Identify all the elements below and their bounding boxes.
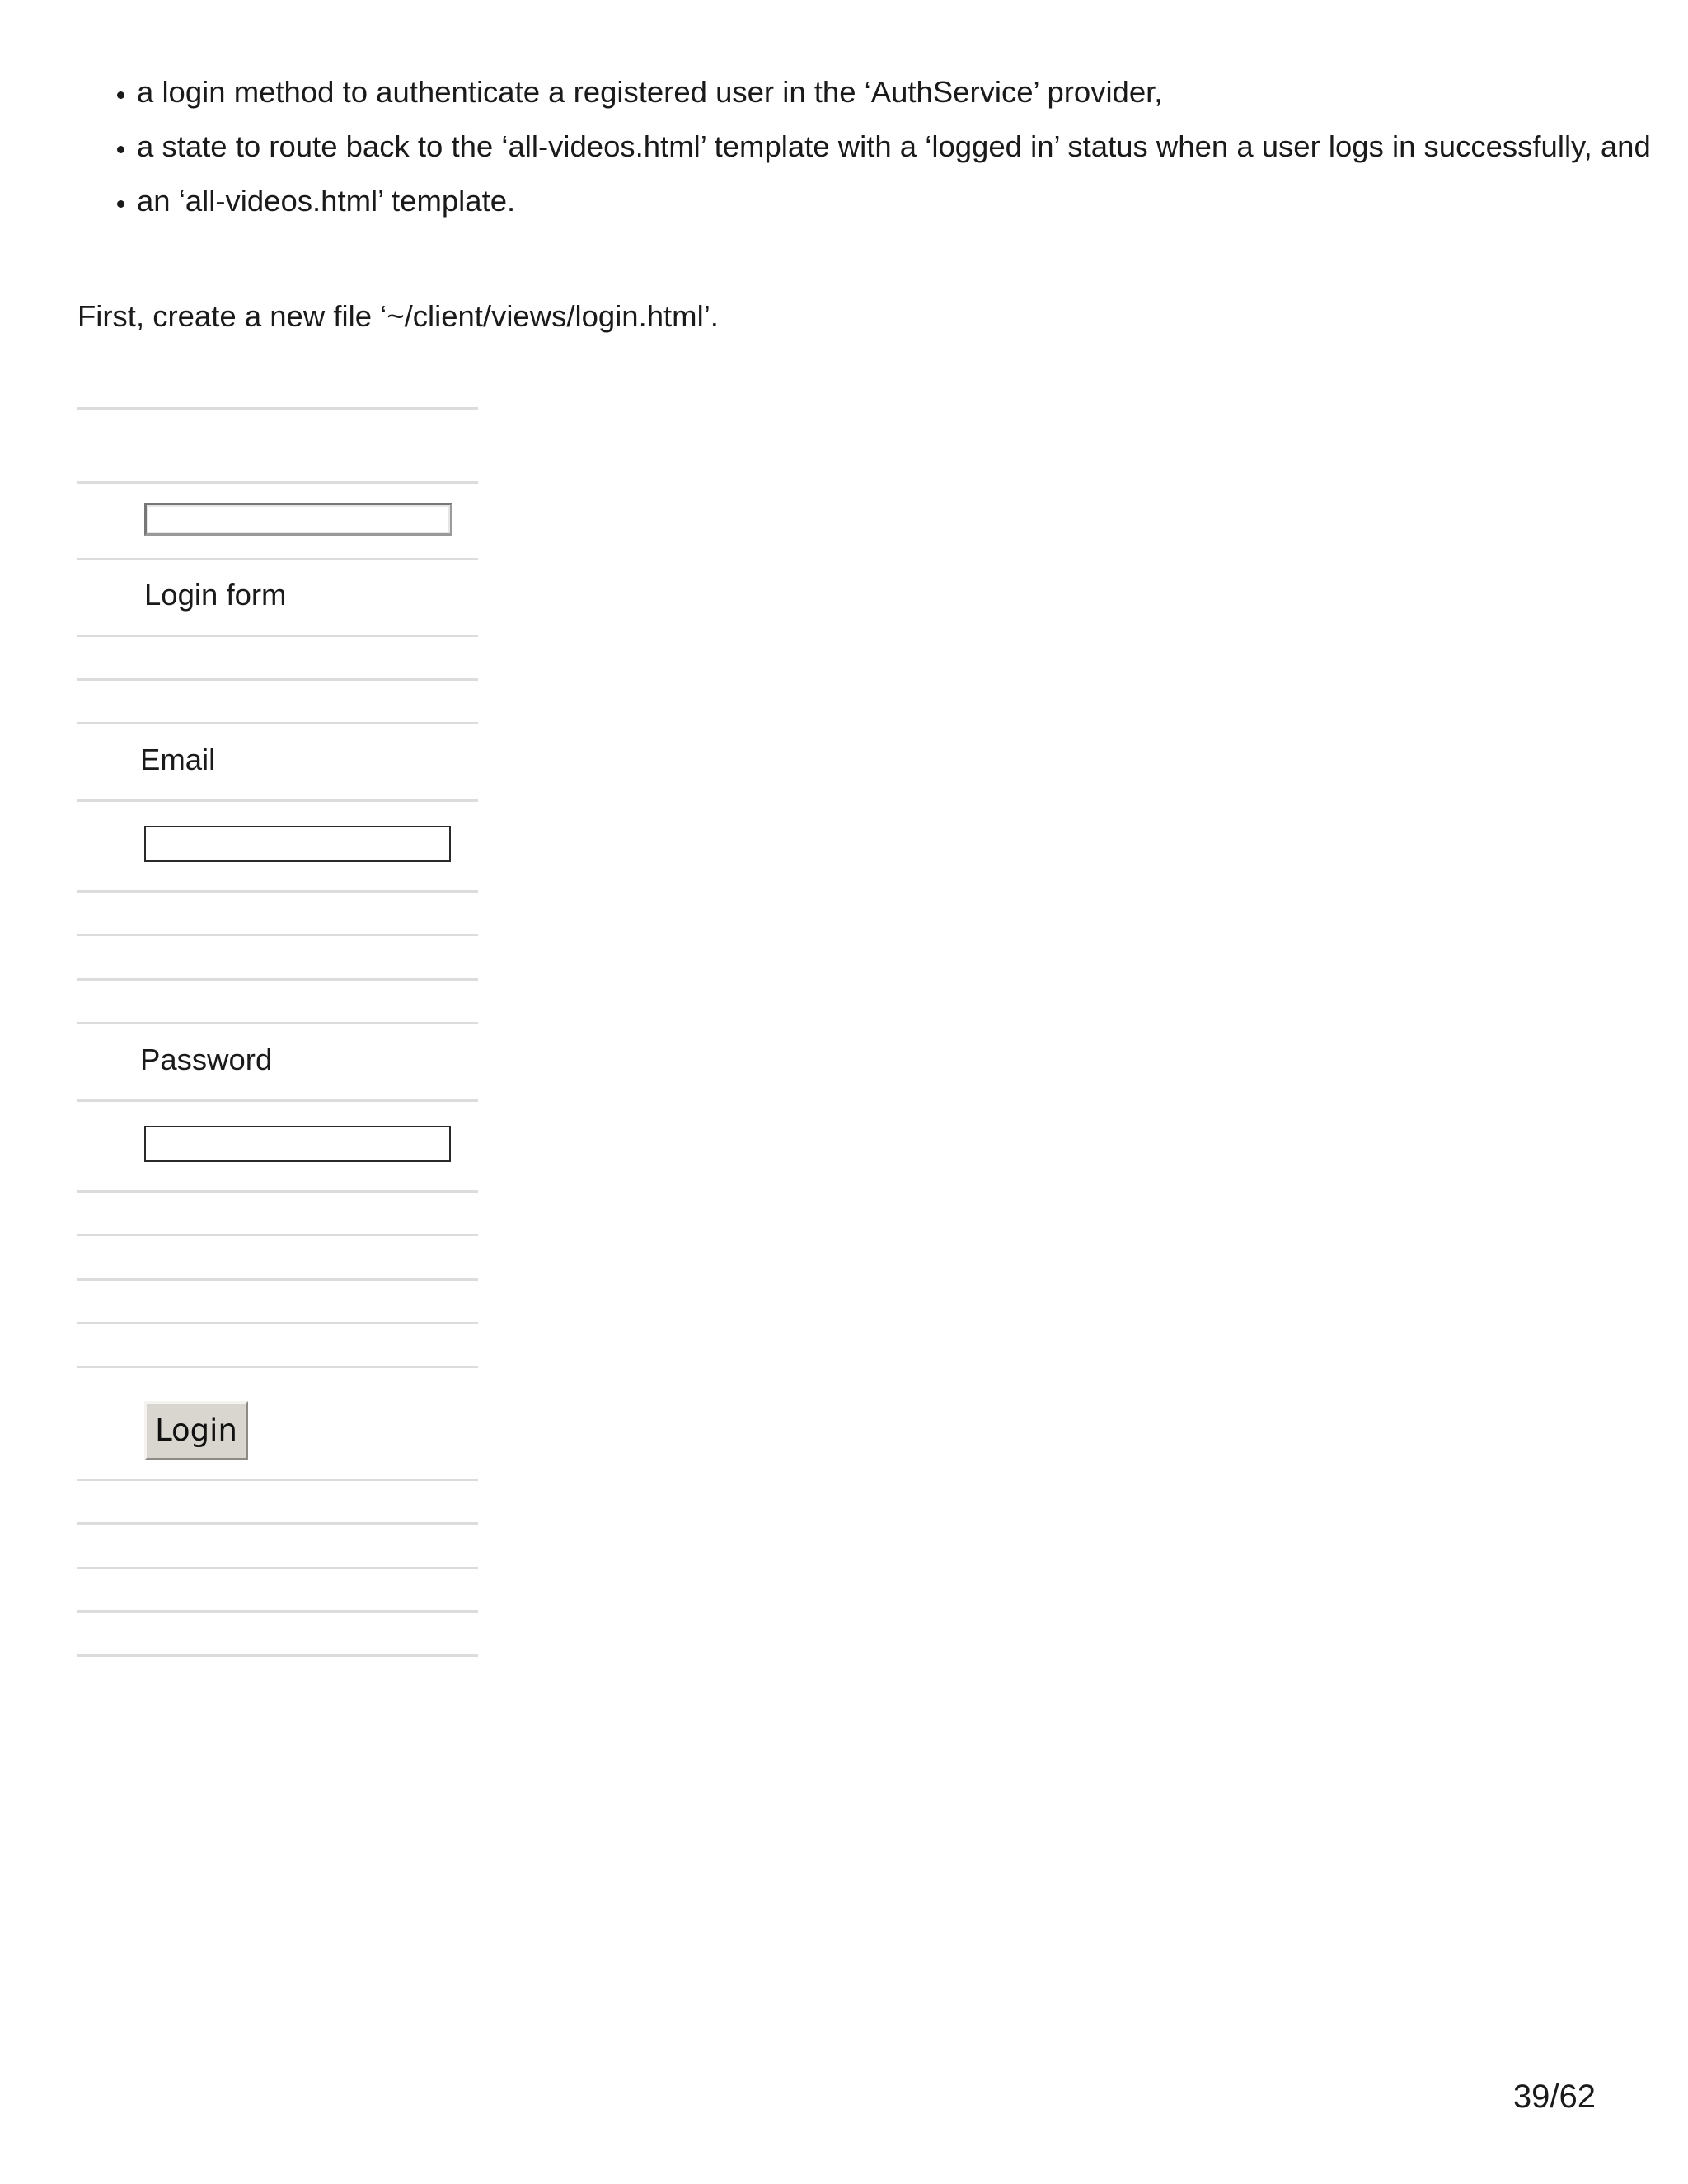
divider [77, 1190, 478, 1193]
list-item: • an ‘all-videos.html’ template. [137, 181, 1670, 221]
list-item: • a login method to authenticate a registered user in the ‘AuthService’ provider, [137, 73, 1670, 112]
email-field[interactable] [144, 826, 451, 862]
divider [77, 934, 478, 936]
top-text-input[interactable] [144, 503, 452, 536]
login-button[interactable]: Login [144, 1401, 248, 1460]
divider [77, 1567, 478, 1569]
divider [77, 799, 478, 802]
divider [77, 1610, 478, 1613]
divider [77, 558, 478, 560]
divider [77, 1479, 478, 1481]
divider [77, 635, 478, 637]
divider [77, 890, 478, 893]
list-item: • a state to route back to the ‘all-videos.html’ template with a ‘logged in’ status when a user logs in successfully, and [137, 127, 1670, 166]
divider [77, 1522, 478, 1525]
divider [77, 481, 478, 484]
divider [77, 1022, 478, 1024]
divider [77, 407, 478, 410]
divider [77, 1099, 478, 1102]
password-field[interactable] [144, 1126, 451, 1162]
divider [77, 678, 478, 681]
divider [77, 978, 478, 981]
password-label: Password [140, 1043, 273, 1076]
divider [77, 1366, 478, 1368]
divider [77, 1234, 478, 1236]
page-number: 39/62 [1512, 2079, 1596, 2115]
instruction-paragraph: First, create a new file ‘~/client/views/login.html’. [77, 299, 719, 333]
login-form-title: Login form [144, 578, 287, 612]
divider [77, 1654, 478, 1657]
email-label: Email [140, 743, 216, 776]
divider [77, 1322, 478, 1324]
divider [77, 1278, 478, 1281]
divider [77, 722, 478, 724]
requirements-list [77, 73, 1670, 236]
